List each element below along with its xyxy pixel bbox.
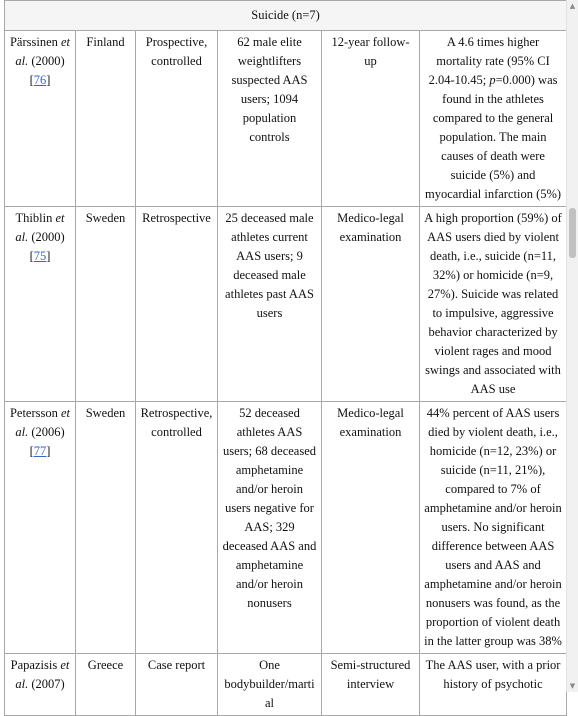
study-year: (2007) — [31, 677, 65, 691]
study-cell: Pärssinen et al. (2000) [76] — [5, 31, 76, 207]
country-cell: Greece — [76, 654, 136, 716]
findings-cell: The AAS user, with a prior history of psychotic — [420, 654, 567, 716]
section-title: Suicide (n=7) — [5, 1, 567, 31]
scroll-down-arrow-icon[interactable]: ▼ — [569, 682, 576, 690]
design-cell: Retrospective — [136, 207, 218, 402]
study-author: Petersson — [9, 406, 58, 420]
population-cell: One bodybuilder/martial — [218, 654, 322, 716]
design-cell: Prospective, controlled — [136, 31, 218, 207]
reference-link[interactable]: 77 — [33, 444, 47, 458]
assessment-cell: 12-year follow-up — [322, 31, 420, 207]
p-value-symbol: p — [489, 73, 496, 87]
population-cell: 52 deceased athletes AAS users; 68 deceased amphetamine and/or heroin users negative for AAS; 329 deceased AAS and amphetamine and/or heroin nonusers — [218, 402, 322, 654]
study-year: (2006) — [31, 425, 65, 439]
study-author: Pärssinen — [9, 35, 58, 49]
table-row — [5, 207, 567, 402]
assessment-cell: Medico-legal examination — [322, 402, 420, 654]
findings-cell — [420, 31, 567, 207]
design-cell: Case report — [136, 654, 218, 716]
reference-link[interactable]: 76 — [33, 73, 47, 87]
population-cell: 62 male elite weightlifters suspected AAS users; 1094 population controls — [218, 31, 322, 207]
country-cell: Sweden — [76, 207, 136, 402]
study-year: (2000) — [31, 230, 65, 244]
table-row — [5, 402, 567, 654]
studies-table — [4, 0, 567, 716]
findings-text: A 4.6 times higher mortality rate (95% CI 2.04-10.45; — [428, 35, 550, 87]
table-row — [5, 654, 567, 716]
study-etal: et al. — [15, 211, 65, 244]
vertical-scrollbar[interactable] — [566, 0, 578, 692]
study-etal: et al. — [15, 658, 70, 691]
section-header-row — [5, 1, 567, 31]
findings-cell: 44% percent of AAS users died by violent death, i.e., homicide (n=12, 23%) or suicide (n=11, 21%), compared to 7% of amphetamine and/or heroin users. No significant difference between AAS users and AAS and amphetamine and/or heroin nonusers was found, as the proportion of violent death in the latter group was 38% — [420, 402, 567, 654]
study-year: (2000) — [31, 54, 65, 68]
study-cell — [5, 654, 76, 716]
study-etal: et al. — [15, 35, 71, 68]
population-cell: 25 deceased male athletes current AAS users; 9 deceased male athletes past AAS users — [218, 207, 322, 402]
findings-cell: A high proportion (59%) of AAS users died by violent death, i.e., suicide (n=11, 32%) or homicide (n=9, 27%). Suicide was related to impulsive, aggressive behavior characterized by violent rages and mood swings and associated with AAS use — [420, 207, 567, 402]
reference-link[interactable]: 75 — [33, 249, 47, 263]
study-cell: Petersson et al. (2006) [77] — [5, 402, 76, 654]
study-etal: et al. — [15, 406, 71, 439]
study-author: Papazisis — [10, 658, 58, 672]
country-cell: Sweden — [76, 402, 136, 654]
scroll-up-arrow-icon[interactable]: ▲ — [569, 2, 576, 10]
table-row — [5, 31, 567, 207]
study-author: Thiblin — [15, 211, 53, 225]
findings-text-cont: =0.000) was found in the athletes compared to the general population. The main causes of death were suicide (5%) and myocardial infarction (5%) — [425, 73, 562, 201]
country-cell: Finland — [76, 31, 136, 207]
assessment-cell: Medico-legal examination — [322, 207, 420, 402]
design-cell: Retrospective, controlled — [136, 402, 218, 654]
assessment-cell: Semi-structured interview — [322, 654, 420, 716]
study-cell: Thiblin et al. (2000) [75] — [5, 207, 76, 402]
scrollbar-thumb[interactable] — [569, 208, 576, 258]
